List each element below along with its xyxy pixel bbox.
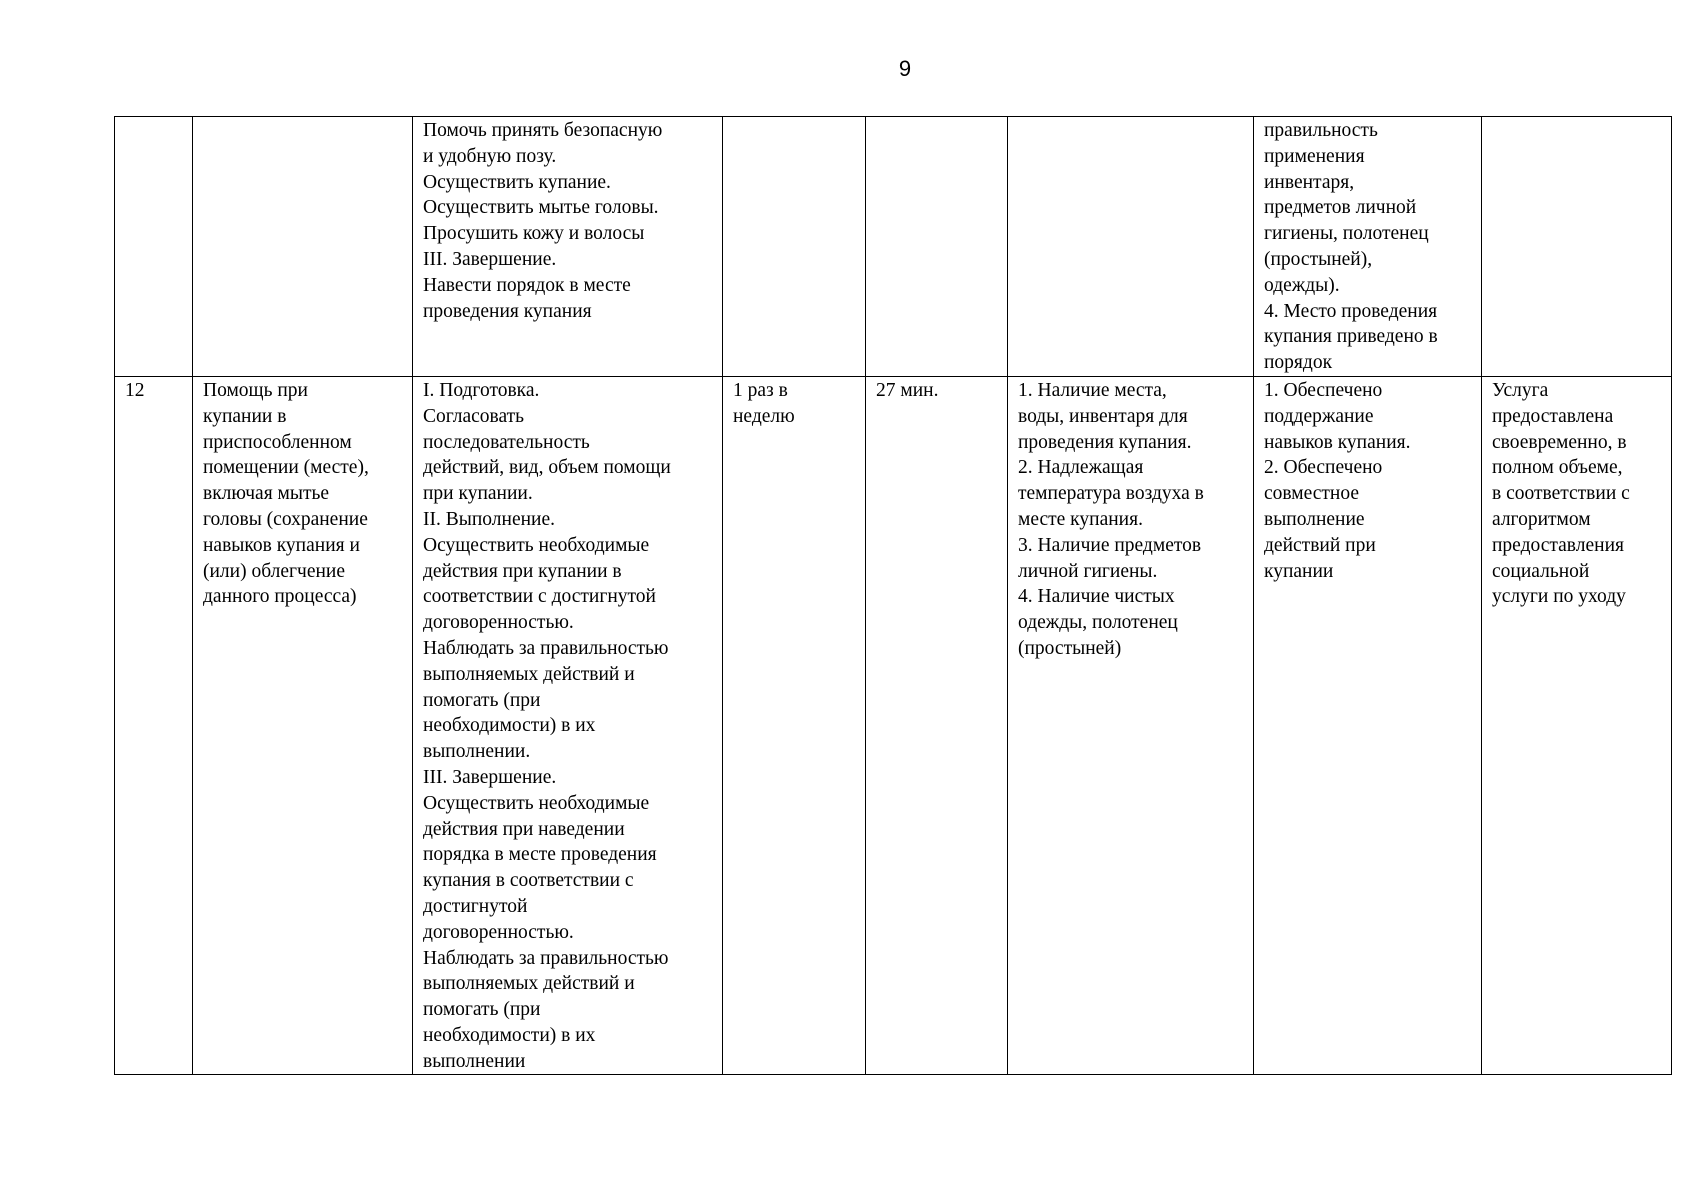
cell-text-line: необходимости) в их (423, 715, 596, 737)
cell-text-line: договоренностью. (423, 921, 574, 943)
services-table (114, 116, 1672, 1075)
cell-text-line: помогать (при (423, 689, 541, 711)
table-body (115, 117, 1672, 1075)
cell-text-line: необходимости) в их (423, 1024, 596, 1046)
cell-text-line: купании (1264, 560, 1334, 582)
cell-text-line: 2. Надлежащая (1018, 457, 1144, 479)
cell-text-line: применения (1264, 145, 1365, 167)
cell-text-line: выполнении (423, 1050, 526, 1072)
cell-text-line: действия при купании в (423, 560, 622, 582)
cell-text-line: Услуга (1492, 379, 1549, 401)
cell-text-line: и удобную позу. (423, 145, 557, 167)
cell-procedure (413, 376, 723, 1075)
page-number: 9 (898, 56, 912, 81)
cell-text-line: 1. Наличие места, (1018, 379, 1167, 401)
cell-text-line: (простыней), (1264, 248, 1373, 270)
cell-text-line: (простыней) (1018, 637, 1122, 659)
cell-number (115, 376, 193, 1075)
cell-text-line: гигиены, полотенец (1264, 223, 1429, 245)
cell-text-line: неделю (733, 405, 795, 427)
cell-text-line: предоставлена (1492, 405, 1614, 427)
cell-text-line: выполняемых действий и (423, 973, 635, 995)
cell-text-line: данного процесса) (203, 586, 357, 608)
cell-text-line: предоставления (1492, 534, 1624, 556)
cell-text-line: воды, инвентаря для (1018, 405, 1188, 427)
cell-text-line: 1. Обеспечено (1264, 379, 1383, 401)
cell-text-line: алгоритмом (1492, 508, 1591, 530)
cell-duration (866, 117, 1008, 377)
cell-text-line: порядок (1264, 352, 1333, 374)
cell-text-line: купании в (203, 405, 287, 427)
cell-text-line: достигнутой (423, 895, 528, 917)
cell-text-line: Осуществить необходимые (423, 534, 650, 556)
cell-text-line: 4. Наличие чистых (1018, 586, 1175, 608)
cell-text-line: головы (сохранение (203, 508, 368, 530)
cell-text-line: выполнении. (423, 741, 531, 763)
cell-text-line: услуги по уходу (1492, 586, 1626, 608)
cell-text-line: Осуществить мытье головы. (423, 197, 659, 219)
cell-evaluation (1482, 117, 1672, 377)
cell-text-line: Наблюдать за правильностью (423, 637, 669, 659)
cell-text-line: предметов личной (1264, 197, 1417, 219)
cell-text-line: поддержание (1264, 405, 1374, 427)
cell-text-line: в соответствии с (1492, 483, 1630, 505)
cell-text-line: III. Завершение. (423, 248, 557, 270)
cell-text-line: Согласовать (423, 405, 525, 427)
cell-text-line: порядка в месте проведения (423, 844, 657, 866)
cell-service-name (193, 376, 413, 1075)
cell-text-line: (или) облегчение (203, 560, 346, 582)
cell-text-line: купания приведено в (1264, 326, 1438, 348)
cell-text-line: месте купания. (1018, 508, 1143, 530)
cell-text-line: купания в соответствии с (423, 870, 634, 892)
cell-text-line: 12 (125, 379, 145, 401)
cell-result (1254, 117, 1482, 377)
cell-text-line: соответствии с достигнутой (423, 586, 656, 608)
cell-text-line: действий, вид, объем помощи (423, 457, 671, 479)
cell-text-line: Помощь при (203, 379, 308, 401)
cell-text-line: III. Завершение. (423, 766, 557, 788)
cell-frequency (723, 376, 866, 1075)
cell-text-line: 3. Наличие предметов (1018, 534, 1202, 556)
cell-text-line: последовательность (423, 431, 590, 453)
cell-text-line: Навести порядок в месте (423, 274, 631, 296)
cell-text-line: одежды, полотенец (1018, 612, 1178, 634)
cell-duration (866, 376, 1008, 1075)
cell-result (1254, 376, 1482, 1075)
cell-text-line: Осуществить купание. (423, 171, 611, 193)
cell-text-line: совместное (1264, 483, 1360, 505)
cell-text-line: полном объеме, (1492, 457, 1623, 479)
cell-text-line: проведения купания. (1018, 431, 1192, 453)
cell-text-line: температура воздуха в (1018, 483, 1204, 505)
cell-text-line: правильность (1264, 120, 1378, 141)
cell-text-line: действия при наведении (423, 818, 625, 840)
cell-text-line: включая мытье (203, 483, 330, 505)
cell-text-line: Осуществить необходимые (423, 792, 650, 814)
cell-text-line: помогать (при (423, 999, 541, 1021)
cell-text-line: 1 раз в (733, 379, 788, 401)
cell-frequency (723, 117, 866, 377)
cell-service-name (193, 117, 413, 377)
cell-text-line: навыков купания. (1264, 431, 1411, 453)
cell-text-line: выполнение (1264, 508, 1365, 530)
cell-evaluation (1482, 376, 1672, 1075)
cell-text-line: выполняемых действий и (423, 663, 635, 685)
cell-text-line: 2. Обеспечено (1264, 457, 1383, 479)
cell-text-line: помещении (месте), (203, 457, 369, 479)
cell-text-line: действий при (1264, 534, 1376, 556)
cell-text-line: Наблюдать за правильностью (423, 947, 669, 969)
cell-number (115, 117, 193, 377)
cell-text-line: 4. Место проведения (1264, 300, 1438, 322)
cell-text-line: договоренностью. (423, 612, 574, 634)
table-row-continued (115, 117, 1672, 377)
cell-text-line: одежды). (1264, 274, 1340, 296)
cell-text-line: проведения купания (423, 300, 592, 322)
cell-text-line: навыков купания и (203, 534, 360, 556)
cell-text-line: II. Выполнение. (423, 508, 555, 530)
cell-text-line: I. Подготовка. (423, 379, 540, 401)
cell-text-line: при купании. (423, 483, 533, 505)
cell-text-line: Просушить кожу и волосы (423, 223, 645, 245)
cell-text-line: 27 мин. (876, 379, 939, 401)
table-row-12 (115, 376, 1672, 1075)
cell-text-line: социальной (1492, 560, 1590, 582)
cell-text-line: личной гигиены. (1018, 560, 1158, 582)
cell-text-line: Помочь принять безопасную (423, 120, 663, 141)
cell-text-line: своевременно, в (1492, 431, 1627, 453)
cell-procedure (413, 117, 723, 377)
cell-conditions (1008, 376, 1254, 1075)
cell-text-line: приспособленном (203, 431, 352, 453)
cell-conditions (1008, 117, 1254, 377)
cell-text-line: инвентаря, (1264, 171, 1355, 193)
